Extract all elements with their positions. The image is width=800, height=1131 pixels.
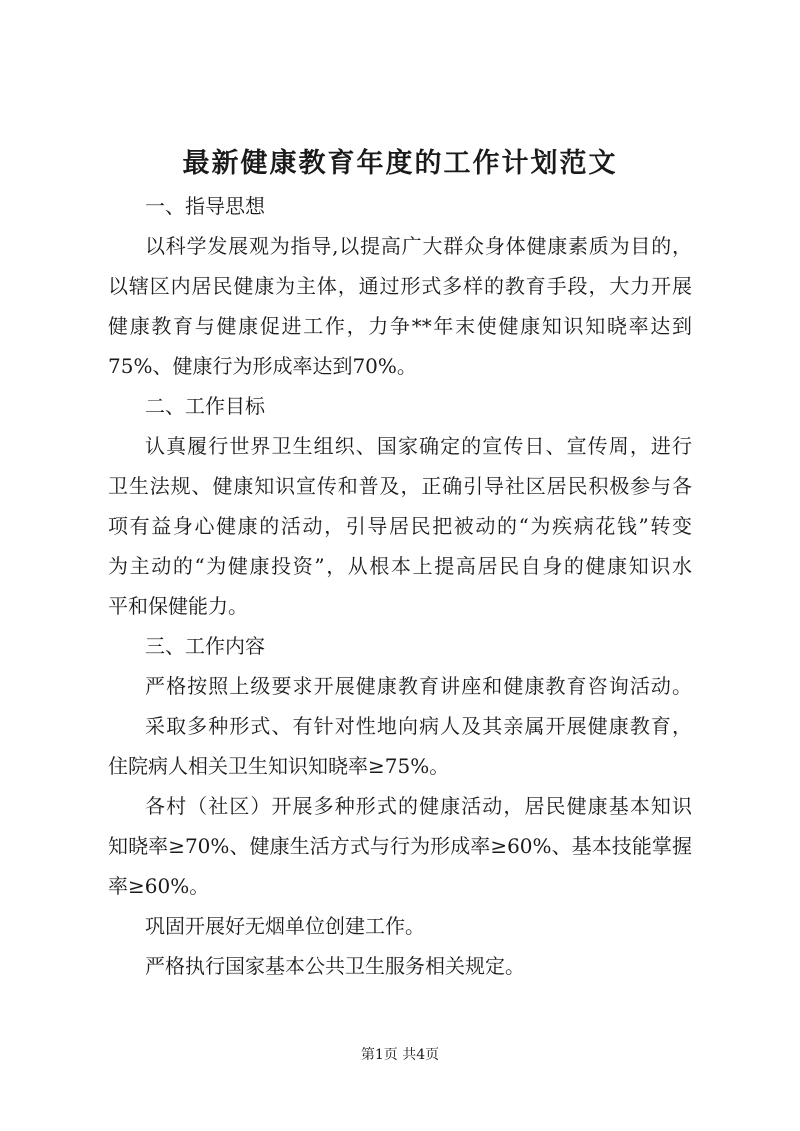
paragraph-line: 住院病人相关卫生知识知晓率≥75%。 — [108, 754, 450, 778]
paragraph-line: 巩固开展好无烟单位创建工作。 — [145, 914, 425, 938]
paragraph-line: 项有益身心健康的活动，引导居民把被动的“为疾病花钱”转变 — [108, 514, 692, 538]
paragraph-line: 以辖区内居民健康为主体，通过形式多样的教育手段，大力开展 — [108, 274, 692, 298]
document-body — [108, 192, 692, 980]
paragraph-line: 75%、健康行为形成率达到70%。 — [108, 354, 417, 378]
section-heading: 三、工作内容 — [145, 634, 265, 658]
paragraph-line: 为主动的“为健康投资”，从根本上提高居民自身的健康知识水 — [108, 554, 692, 578]
paragraph-line: 采取多种形式、有针对性地向病人及其亲属开展健康教育， — [145, 714, 692, 738]
paragraph-line: 率≥60%。 — [108, 874, 210, 898]
document-title: 最新健康教育年度的工作计划范文 — [182, 148, 618, 179]
paragraph-line: 健康教育与健康促进工作，力争**年末使健康知识知晓率达到 — [108, 314, 692, 338]
paragraph-line: 平和保健能力。 — [108, 594, 248, 618]
paragraph-line: 以科学发展观为指导,以提高广大群众身体健康素质为目的， — [145, 234, 692, 258]
paragraph-line: 卫生法规、健康知识宣传和普及，正确引导社区居民积极参与各 — [108, 474, 692, 498]
page-number-footer: 第1页 共4页 — [360, 1047, 440, 1063]
paragraph-line: 知晓率≥70%、健康生活方式与行为形成率≥60%、基本技能掌握 — [108, 834, 692, 858]
section-heading: 一、指导思想 — [145, 194, 265, 218]
section-heading: 二、工作目标 — [145, 394, 265, 418]
paragraph-line: 认真履行世界卫生组织、国家确定的宣传日、宣传周，进行 — [145, 434, 692, 458]
paragraph-line: 各村（社区）开展多种形式的健康活动，居民健康基本知识 — [145, 794, 692, 818]
paragraph-line: 严格按照上级要求开展健康教育讲座和健康教育咨询活动。 — [145, 674, 692, 698]
paragraph-line: 严格执行国家基本公共卫生服务相关规定。 — [145, 954, 525, 978]
